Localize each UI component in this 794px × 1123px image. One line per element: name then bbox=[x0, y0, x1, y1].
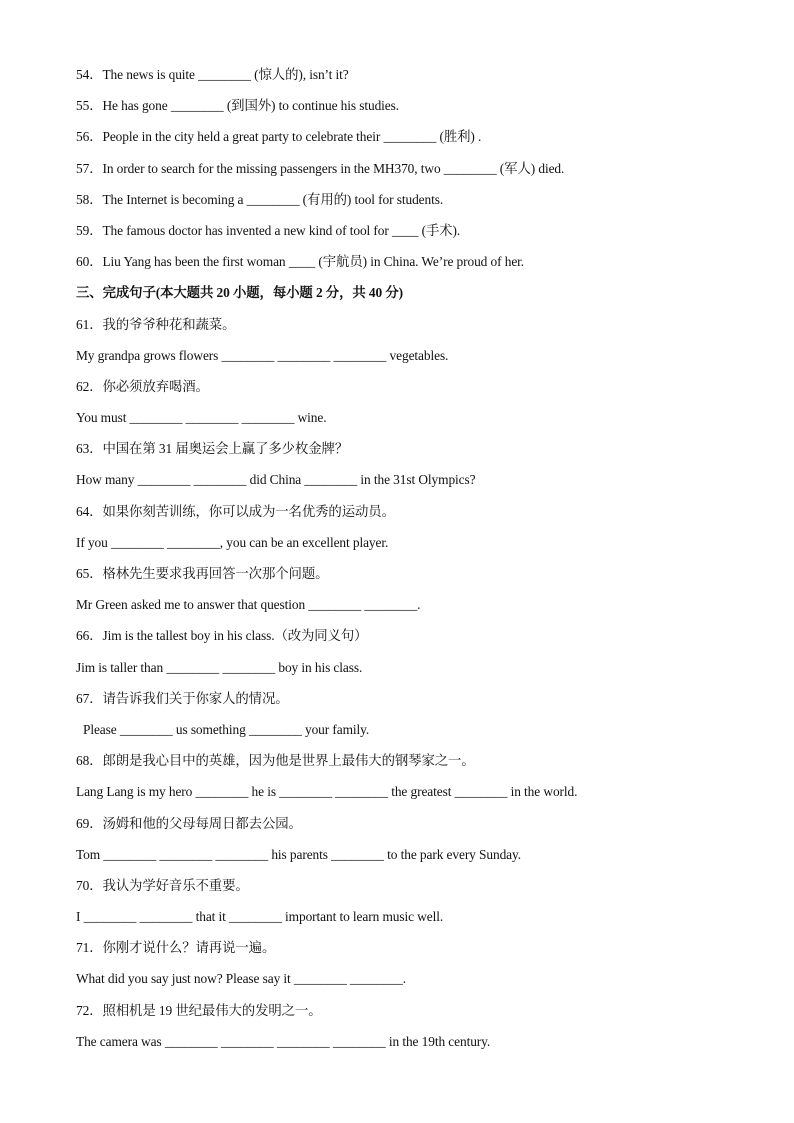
question-70-prompt: 70．我认为学好音乐不重要。 bbox=[76, 877, 249, 893]
question-65-prompt: 65．格林先生要求我再回答一次那个问题。 bbox=[76, 566, 329, 581]
question-69-answer-line: Tom ________ ________ ________ his parents ________ to the park every Sunday. bbox=[76, 846, 521, 862]
section-3-heading: 三、完成句子(本大题共 20 小题，每小题 2 分，共 40 分) bbox=[76, 285, 403, 301]
question-59: 59．The famous doctor has invented a new kind of tool for ____ (手术). bbox=[76, 222, 461, 238]
question-72-prompt: 72．照相机是 19 世纪最伟大的发明之一。 bbox=[76, 1002, 322, 1018]
question-65-answer-line: Mr Green asked me to answer that question ________ ________. bbox=[76, 597, 421, 613]
question-61-prompt: 61．我的爷爷种花和蔬菜。 bbox=[76, 316, 236, 332]
question-64-prompt: 64．如果你刻苦训练，你可以成为一名优秀的运动员。 bbox=[76, 503, 395, 519]
question-66-prompt: 66．Jim is the tallest boy in his class.（改为同义句） bbox=[76, 628, 368, 644]
question-60: 60．Liu Yang has been the first woman ____ (宇航员) in China. We’re proud of her. bbox=[76, 254, 525, 270]
question-57: 57．In order to search for the missing passengers in the MH370, two ________ (军人) died. bbox=[76, 160, 565, 176]
question-71-answer-line: What did you say just now? Please say it ________ ________. bbox=[76, 971, 406, 987]
question-61-answer-line: My grandpa grows flowers ________ ________ ________ vegetables. bbox=[76, 347, 449, 363]
question-62-prompt: 62．你必须放弃喝酒。 bbox=[76, 378, 209, 394]
question-67-answer-line: Please ________ us something ________ your family. bbox=[83, 721, 370, 737]
question-62-answer-line: You must ________ ________ ________ wine. bbox=[76, 410, 327, 426]
question-63-answer-line: How many ________ ________ did China ________ in the 31st Olympics? bbox=[76, 472, 476, 488]
question-55: 55．He has gone ________ (到国外) to continue his studies. bbox=[76, 98, 400, 114]
question-54: 54．The news is quite ________ (惊人的), isn’t it? bbox=[76, 67, 349, 82]
question-68-prompt: 68．郎朗是我心目中的英雄，因为他是世界上最伟大的钢琴家之一。 bbox=[76, 753, 475, 769]
question-71-prompt: 71．你刚才说什么？请再说一遍。 bbox=[76, 940, 276, 956]
question-63-prompt: 63．中国在第 31 届奥运会上赢了多少枚金牌？ bbox=[76, 441, 349, 457]
exercise-content bbox=[76, 64, 726, 1062]
question-56: 56．People in the city held a great party to celebrate their ________ (胜利) . bbox=[76, 129, 482, 145]
question-67-prompt: 67．请告诉我们关于你家人的情况。 bbox=[76, 690, 289, 706]
question-69-prompt: 69．汤姆和他的父母每周日都去公园。 bbox=[76, 815, 302, 831]
question-70-answer-line: I ________ ________ that it ________ important to learn music well. bbox=[76, 909, 444, 925]
question-58: 58．The Internet is becoming a ________ (有用的) tool for students. bbox=[76, 191, 444, 207]
question-64-answer-line: If you ________ ________, you can be an excellent player. bbox=[76, 534, 389, 550]
question-66-answer-line: Jim is taller than ________ ________ boy in his class. bbox=[76, 659, 363, 675]
question-72-answer-line: The camera was ________ ________ ________ ________ in the 19th century. bbox=[76, 1033, 491, 1049]
question-68-answer-line: Lang Lang is my hero ________ he is ________ ________ the greatest ________ in the world. bbox=[76, 784, 578, 800]
